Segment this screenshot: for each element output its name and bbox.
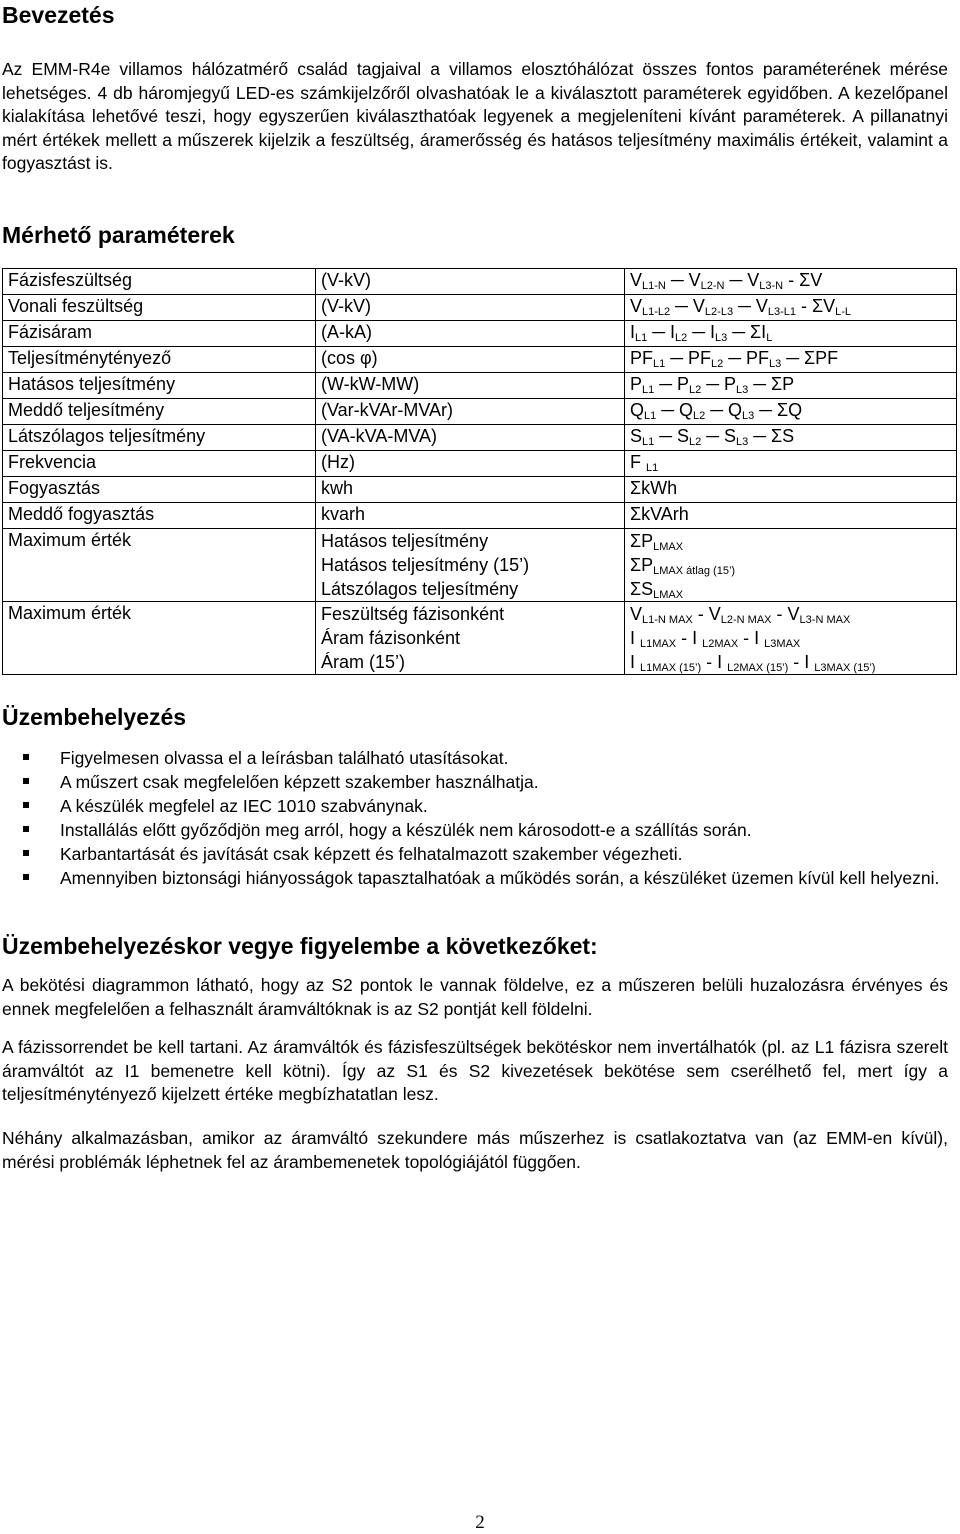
- param-unit-line: Áram fázisonként: [321, 628, 461, 648]
- param-name: Hatásos teljesítmény: [3, 373, 316, 399]
- heading-consider: Üzembehelyezéskor vegye figyelembe a következőket:: [2, 933, 598, 959]
- param-name: Vonali feszültség: [3, 295, 316, 321]
- param-symbols: F $_{L1}$: [625, 451, 957, 477]
- table-row: [3, 373, 957, 399]
- bullet-square-icon: [23, 850, 29, 856]
- table-row: [3, 321, 957, 347]
- table-row: [3, 347, 957, 373]
- heading-intro: Bevezetés: [2, 2, 115, 28]
- param-name: Fázisfeszültség: [3, 269, 316, 295]
- bullet-square-icon: [23, 802, 29, 808]
- list-item: A műszert csak megfelelően képzett szakember használhatja.: [2, 770, 948, 794]
- intro-paragraph: Az EMM-R4e villamos hálózatmérő család tagjaival a villamos elosztóhálózat összes fontos paraméterének mérése lehetséges. 4 db háromjegyű LED-es számkijelzőről olvashatóak le a kiválasztott paraméterek egyidőben. A kezelőpanel kialakítása lehetővé teszi, hogy egyszerűen kiválaszthatóak legyenek a megjeleníteni kívánt paraméterek. A pillanatnyi mért értékek mellett a műszerek kijelzik a feszültség, áramerősség és hatásos teljesítmény maximális értékeit, valamint a fogyasztást is.: [2, 59, 948, 173]
- param-symbols: $I_{L1}$ ─ $I_{L2}$ ─ $I_{L3}$ ─ $\Sigma I_L$: [625, 321, 957, 347]
- list-item: Figyelmesen olvassa el a leírásban található utasításokat.: [2, 746, 948, 770]
- param-name: Maximum érték: [3, 602, 316, 675]
- param-symbols: $V_{L1-L2}$ ─ $V_{L2-L3}$ ─ $V_{L3-L1} - \Sigma V_{L-L}$: [625, 295, 957, 321]
- param-symbols: $S_{L1}$ ─ $S_{L2}$ ─ $S_{L3}$ ─ ΣS: [625, 425, 957, 451]
- bullet-square-icon: [23, 826, 29, 832]
- install-bullet-list: [2, 746, 948, 890]
- param-unit-line: Hatásos teljesítmény (15’): [321, 555, 530, 575]
- list-item: Amennyiben biztonsági hiányosságok tapasztalhatóak a működés során, a készüléket üzemen kívül kell helyezni.: [2, 866, 948, 890]
- list-item: Karbantartását és javítását csak képzett és felhatalmazott szakember végezheti.: [2, 842, 948, 866]
- bullet-square-icon: [23, 754, 29, 760]
- param-unit: (A-kA): [316, 321, 625, 347]
- param-unit: [316, 602, 625, 675]
- param-symbols: $V_{L1-N}$ ─ $V_{L2-N}$ ─ $V_{L3-N}$ - ΣV: [625, 269, 957, 295]
- paragraph: A bekötési diagrammon látható, hogy az S2 pontok le vannak földelve, ez a műszeren belüli huzalozásra érvényes és ennek megfelelően a felhasznált áramváltóknak is az S2 pontját kell földelni.: [2, 975, 948, 1019]
- param-name: Látszólagos teljesítmény: [3, 425, 316, 451]
- parameters-table: [2, 268, 957, 675]
- param-unit: (V-kV): [316, 269, 625, 295]
- param-symbols: $Q_{L1}$ ─ $Q_{L2}$ ─ $Q_{L3}$ ─ ΣQ: [625, 399, 957, 425]
- param-name: Fázisáram: [3, 321, 316, 347]
- param-unit-line: Áram (15’): [321, 652, 406, 672]
- param-symbols: $P_{L1}$ ─ $P_{L2}$ ─ $P_{L3}$ ─ ΣP: [625, 373, 957, 399]
- paragraph: Néhány alkalmazásban, amikor az áramváltó szekundere más műszerhez is csatlakoztatva van (az EMM-en kívül), mérési problémák léphetnek fel az árambemenetek topológiájától függően.: [2, 1128, 948, 1172]
- table-row: [3, 529, 957, 602]
- bullet-square-icon: [23, 874, 29, 880]
- list-item: Installálás előtt győződjön meg arról, hogy a készülék nem károsodott-e a szállítás során.: [2, 818, 948, 842]
- param-unit: kvarh: [316, 503, 625, 529]
- table-row: [3, 425, 957, 451]
- table-row: [3, 503, 957, 529]
- param-unit: (Hz): [316, 451, 625, 477]
- param-name: Teljesítménytényező: [3, 347, 316, 373]
- table-row: [3, 399, 957, 425]
- list-item: A készülék megfelel az IEC 1010 szabványnak.: [2, 794, 948, 818]
- bullet-square-icon: [23, 778, 29, 784]
- table-row: [3, 451, 957, 477]
- param-symbols: $PF_{L1}$ ─ $PF_{L2}$ ─ $PF_{L3}$ ─ ΣPF: [625, 347, 957, 373]
- param-symbols: ΣkVArh: [625, 503, 957, 529]
- param-symbols: $\Sigma P_{LMAX}$ $\Sigma P_{LMAX átlag (15’)}$ $\Sigma S_{LMAX}$: [625, 529, 957, 602]
- page-number: 2: [475, 1512, 485, 1533]
- heading-params: Mérhető paraméterek: [2, 222, 235, 248]
- param-unit-line: Feszültség fázisonként: [321, 604, 505, 624]
- param-symbols: $V_{L1-N MAX} - V_{L2-N MAX} - V_{L3-N MAX}$ I $_{L1MAX}$ - I $_{L2MAX}$ - I $_{L3MAX}$ I $_{L1MAX (15’)}$ - I $_{L2MAX (15’)}$ - I $_{L3MAX (15’)}$: [625, 602, 957, 675]
- param-unit: kwh: [316, 477, 625, 503]
- table-row: [3, 477, 957, 503]
- param-name: Frekvencia: [3, 451, 316, 477]
- param-name: Meddő teljesítmény: [3, 399, 316, 425]
- param-unit: (V-kV): [316, 295, 625, 321]
- table-row: [3, 295, 957, 321]
- param-name: Meddő fogyasztás: [3, 503, 316, 529]
- param-unit-line: Látszólagos teljesítmény: [321, 579, 519, 599]
- table-row: [3, 602, 957, 675]
- param-name: Fogyasztás: [3, 477, 316, 503]
- param-unit: [316, 529, 625, 602]
- param-unit: (VA-kVA-MVA): [316, 425, 625, 451]
- param-unit: (Var-kVAr-MVAr): [316, 399, 625, 425]
- paragraph: A fázissorrendet be kell tartani. Az áramváltók és fázisfeszültségek bekötéskor nem invertálhatók (pl. az L1 fázisra szerelt áramváltót az I1 bemenetre kell kötni). Így az S1 és S2 kivezetések bekötése sem cserélhető fel, mert így a teljesítménytényező kijelzett értéke megbízhatatlan lesz.: [2, 1037, 948, 1104]
- param-unit-line: Hatásos teljesítmény: [321, 531, 489, 551]
- table-row: [3, 269, 957, 295]
- param-symbols: ΣkWh: [625, 477, 957, 503]
- heading-install: Üzembehelyezés: [2, 704, 187, 730]
- param-name: Maximum érték: [3, 529, 316, 602]
- param-unit: (cos φ): [316, 347, 625, 373]
- param-unit: (W-kW-MW): [316, 373, 625, 399]
